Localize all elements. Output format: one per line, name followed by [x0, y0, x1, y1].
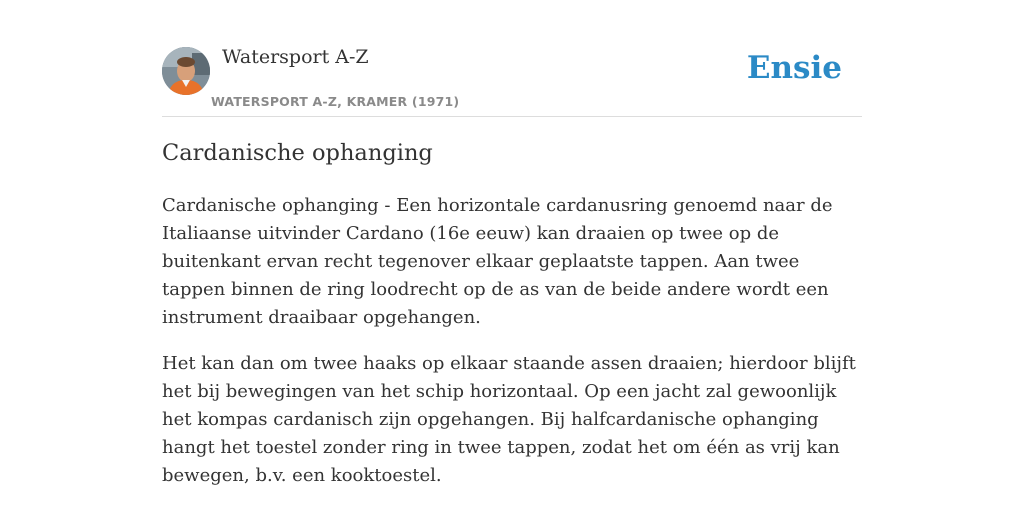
header — [162, 44, 862, 117]
brand-logo[interactable]: Ensie — [746, 50, 842, 86]
article-paragraph: Cardanische ophanging - Een horizontale cardanusring genoemd naar de Italiaanse uitvinder Cardano (16e eeuw) kan draaien op twee op de buitenkant ervan recht tegenover elkaar geplaatste tappen. Aan twee tappen binnen de ring loodrecht op de as van de beide andere wordt een instrument draaibaar opgehangen. — [162, 195, 833, 328]
author-name[interactable]: Watersport A-Z — [222, 46, 369, 68]
avatar[interactable] — [162, 47, 210, 95]
article-title: Cardanische ophanging — [162, 140, 433, 166]
source-line[interactable]: WATERSPORT A-Z, KRAMER (1971) — [211, 94, 460, 109]
article-paragraph: Het kan dan om twee haaks op elkaar staande assen draaien; hierdoor blijft het bij bewegingen van het schip horizontaal. Op een jacht zal gewoonlijk het kompas cardanisch zijn opgehangen. Bij halfcardanische ophanging hangt het toestel zonder ring in twee tappen, zodat het om één as vrij kan bewegen, b.v. een kooktoestel. — [162, 353, 856, 486]
author-photo-icon — [162, 47, 210, 95]
article-body — [162, 192, 862, 508]
